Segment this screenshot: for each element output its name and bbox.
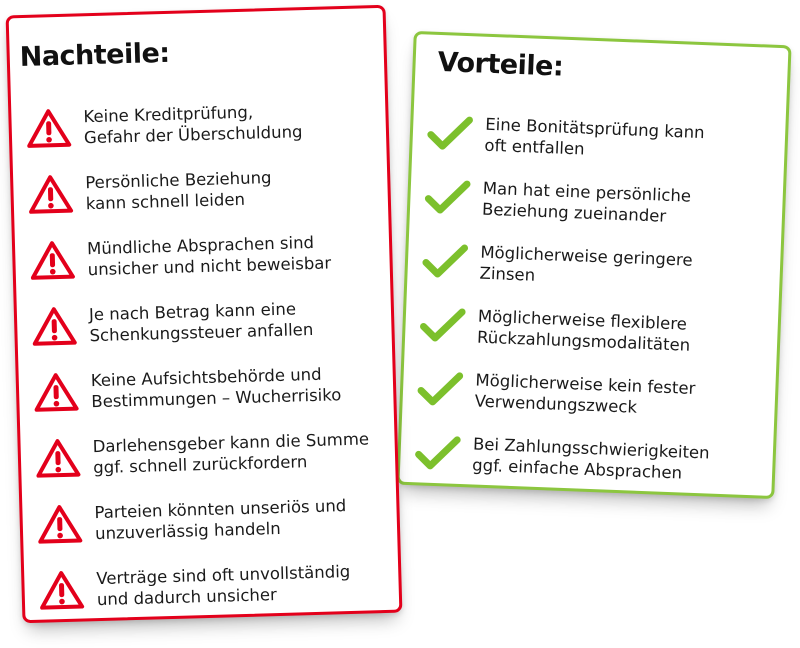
cons-item [38, 548, 400, 624]
warning-triangle-icon [27, 173, 74, 216]
cons-item-text: Je nach Betrag kann eine Schenkungssteuer anfallen [88, 299, 314, 346]
warning-triangle-icon [29, 239, 76, 282]
pros-item [413, 420, 771, 498]
cons-title: Nachteile: [19, 37, 171, 74]
cons-item [25, 86, 387, 162]
warning-triangle-icon [25, 107, 72, 150]
checkmark-icon [421, 240, 469, 282]
checkmark-icon [419, 304, 467, 346]
cons-list [25, 86, 400, 624]
cons-item-text: Keine Kreditprüfung, Gefahr der Überschuldung [83, 102, 303, 148]
pros-item-text: Eine Bonitätsprüfung kann oft entfallen [484, 114, 705, 159]
pros-title: Vorteile: [437, 46, 564, 83]
pros-item-text: Möglicherweise geringere Zinsen [479, 242, 693, 285]
pros-item-text: Möglicherweise flexiblere Rückzahlungsmodalitäten [476, 306, 691, 355]
checkmark-icon [416, 368, 464, 410]
cons-item-text: Darlehensgeber kann die Summe ggf. schnell zurückfordern [92, 429, 370, 478]
checkmark-icon [424, 176, 472, 218]
pros-item-text: Bei Zahlungsschwierigkeiten ggf. einfache Absprachen [471, 434, 710, 483]
cons-item [36, 482, 398, 558]
cons-item-text: Parteien könnten unseriös und unzuverlässig handeln [94, 496, 347, 544]
pros-card [396, 31, 791, 499]
warning-triangle-icon [33, 371, 80, 414]
warning-triangle-icon [38, 568, 85, 611]
cons-item-text: Keine Aufsichtsbehörde und Bestimmungen – Wucherrisiko [90, 364, 342, 412]
cons-item [34, 416, 396, 492]
warning-triangle-icon [34, 436, 81, 479]
warning-triangle-icon [31, 305, 78, 348]
cons-item [29, 218, 391, 294]
pros-item-text: Man hat eine persönliche Beziehung zueinander [481, 178, 692, 226]
checkmark-icon [426, 113, 474, 155]
cons-item-text: Mündliche Absprachen sind unsicher und nicht beweisbar [86, 232, 332, 280]
cons-card [6, 5, 403, 623]
cons-item [32, 350, 394, 426]
checkmark-icon [414, 432, 462, 474]
warning-triangle-icon [36, 502, 83, 545]
cons-item-text: Persönliche Beziehung kann schnell leiden [85, 168, 272, 214]
cons-item [27, 152, 389, 228]
pros-item-text: Möglicherweise kein fester Verwendungszweck [474, 370, 696, 417]
cons-item [30, 284, 392, 360]
pros-list [413, 101, 783, 498]
cons-item-text: Verträge sind oft unvollständig und dadurch unsicher [96, 562, 351, 610]
